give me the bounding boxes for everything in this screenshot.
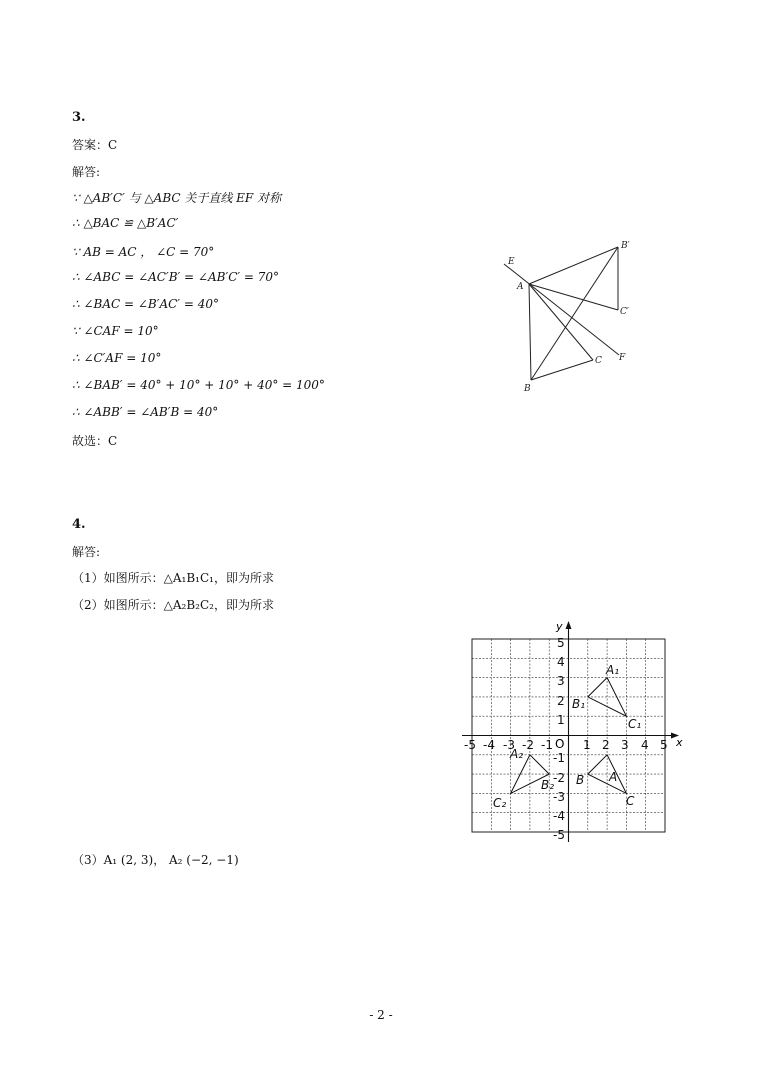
q3-figure — [495, 235, 645, 400]
q3-solution-label: 解答: — [72, 165, 101, 179]
vertex-label-c: C — [626, 794, 635, 808]
segment-bc — [531, 360, 593, 380]
label-e: E — [508, 257, 515, 267]
label-f: F — [619, 353, 626, 363]
q4-solution-label: 解答: — [72, 545, 101, 559]
q3-number: 3. — [72, 110, 86, 125]
x-tick-label: -3 — [503, 738, 515, 752]
segment-ac1 — [529, 284, 618, 310]
y-tick-label: 5 — [557, 636, 565, 650]
x-axis-label: x — [676, 736, 683, 749]
segment-ac — [529, 284, 593, 360]
line-ef — [504, 264, 619, 355]
q3-step: ∴ △BAC ≌ △B′AC′ — [72, 216, 179, 230]
x-tick-label: 3 — [621, 738, 629, 752]
q3-step: ∴ ∠ABC = ∠AC′B′ = ∠AB′C′ = 70° — [72, 270, 280, 284]
label-b: B — [524, 384, 531, 394]
origin-label: O — [555, 737, 565, 751]
y-tick-label: 4 — [557, 655, 565, 669]
y-tick-label: -2 — [553, 771, 565, 785]
q3-step: ∴ ∠BAC = ∠B′AC′ = 40° — [72, 297, 219, 311]
q4-number: 4. — [72, 517, 86, 532]
label-c: C — [595, 356, 602, 366]
x-tick-label: 1 — [583, 738, 591, 752]
y-tick-label: 2 — [557, 694, 565, 708]
coordinate-grid — [455, 615, 685, 845]
label-b-prime: B′ — [621, 241, 630, 251]
segment-bb1 — [531, 247, 618, 380]
y-tick-label: 3 — [557, 674, 565, 688]
vertex-label-a2: A₂ — [510, 747, 524, 761]
y-tick-label: 1 — [557, 713, 565, 727]
segment-ab — [529, 284, 531, 380]
x-tick-label: -1 — [541, 738, 553, 752]
q4-part3: （3）A₁ (2, 3)， A₂ (−2, −1) — [72, 853, 239, 867]
page-number: - 2 - — [369, 1008, 393, 1022]
q3-answer: 答案：C — [72, 138, 118, 152]
vertex-label-c2: C₂ — [493, 796, 507, 810]
q4-part1: （1）如图所示：△A₁B₁C₁，即为所求 — [72, 571, 274, 585]
q3-step: ∵ ∠CAF = 10° — [72, 324, 159, 338]
x-tick-label: -2 — [522, 738, 534, 752]
segment-ab1 — [529, 247, 618, 284]
y-axis-label: y — [556, 620, 563, 633]
vertex-label-b1: B₁ — [572, 697, 586, 711]
x-tick-label: -5 — [464, 738, 476, 752]
y-tick-label: -4 — [553, 809, 565, 823]
y-tick-label: -1 — [553, 751, 565, 765]
x-tick-label: 5 — [660, 738, 668, 752]
x-tick-label: 4 — [641, 738, 649, 752]
x-tick-label: -4 — [483, 738, 495, 752]
y-tick-label: -3 — [553, 790, 565, 804]
y-tick-label: -5 — [553, 828, 565, 842]
vertex-label-a1: A₁ — [606, 663, 620, 677]
q3-conclusion: 故选：C — [72, 434, 118, 448]
label-c-prime: C′ — [620, 307, 629, 317]
q3-step: ∴ ∠C′AF = 10° — [72, 351, 162, 365]
vertex-label-b: B — [576, 773, 585, 787]
x-tick-label: 2 — [602, 738, 610, 752]
q3-step: ∴ ∠ABB′ = ∠AB′B = 40° — [72, 405, 219, 419]
q4-part2: （2）如图所示：△A₂B₂C₂，即为所求 — [72, 598, 274, 612]
q3-step: ∵ △AB′C′ 与 △ABC 关于直线 EF 对称 — [72, 191, 282, 205]
vertex-label-a: A — [609, 770, 618, 784]
q3-step: ∴ ∠BAB′ = 40° + 10° + 10° + 40° = 100° — [72, 378, 325, 392]
y-axis-arrow — [566, 621, 572, 629]
vertex-label-b2: B₂ — [541, 778, 555, 792]
vertex-label-c1: C₁ — [628, 717, 642, 731]
label-a: A — [517, 282, 524, 292]
q3-step: ∵ AB = AC ， ∠C = 70° — [72, 245, 215, 259]
